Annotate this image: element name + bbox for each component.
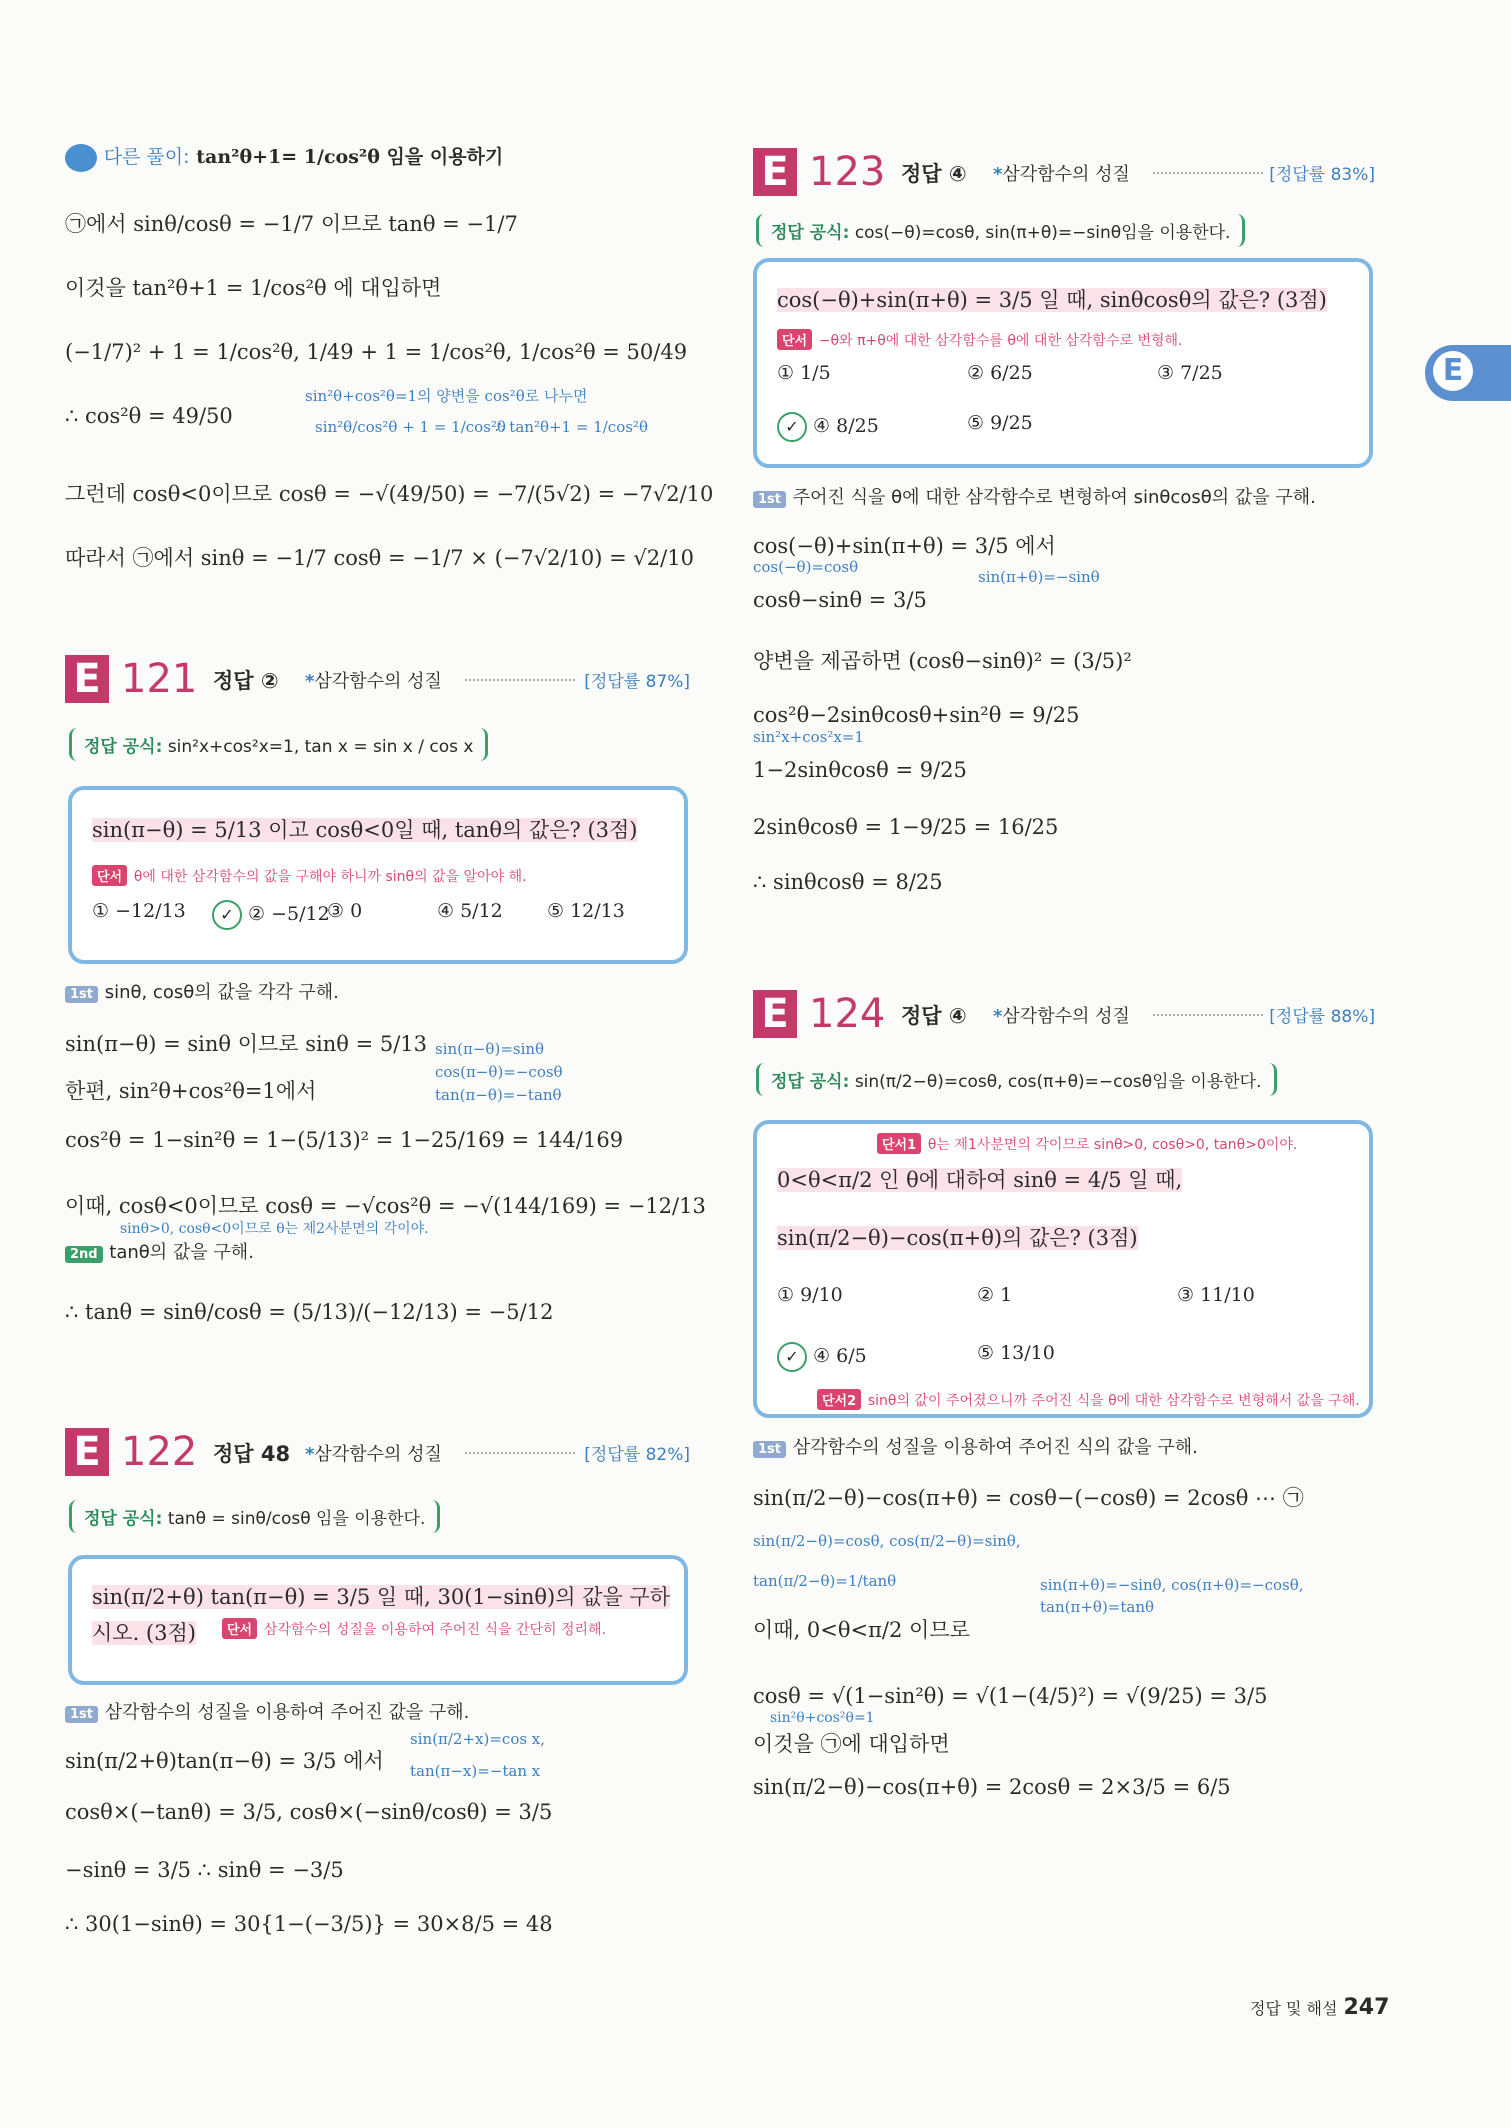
choice-3[interactable]: ③ 0: [327, 900, 363, 922]
problem-answer: 정답 ④: [901, 1004, 967, 1028]
sol121-note-1: sin(π−θ)=sinθ: [435, 1040, 545, 1058]
correct-rate: [정답률 82%]: [584, 1445, 690, 1465]
sol123-line-7: ∴ sinθcosθ = 8/25: [753, 870, 943, 894]
sol123-line-3: 양변을 제곱하면 (cosθ−sinθ)² = (3/5)²: [753, 649, 1132, 673]
problem-topic: *삼각함수의 성질: [993, 1006, 1130, 1027]
sol121-note-4: sinθ>0, cosθ<0이므로 θ는 제2사분면의 각이야.: [120, 1221, 429, 1237]
sol124-line-1: sin(π/2−θ)−cos(π+θ) = cosθ−(−cosθ) = 2cosθ ⋯ ㉠: [753, 1486, 1304, 1510]
alt-solution-header: [65, 142, 503, 172]
sol124-note-2: tan(π/2−θ)=1/tanθ: [753, 1572, 897, 1590]
section-e-badge: E: [753, 148, 797, 196]
sol124-line-5: sin(π/2−θ)−cos(π+θ) = 2cosθ = 2×3/5 = 6/5: [753, 1775, 1231, 1799]
page-number: 247: [1343, 1995, 1390, 2020]
sol123-note-3: sin²x+cos²x=1: [753, 728, 864, 746]
leader-dots: [1153, 1014, 1263, 1016]
choice-2[interactable]: ② 1: [977, 1284, 1013, 1306]
sol123-line-5: 1−2sinθcosθ = 9/25: [753, 758, 967, 782]
sol122-note-2: tan(π−x)=−tan x: [410, 1762, 541, 1780]
correct-rate: [정답률 83%]: [1269, 165, 1375, 185]
chapter-tab-label: E: [1433, 351, 1473, 391]
question-text: sin(π−θ) = 5/13 이고 cosθ<0일 때, tanθ의 값은? (3점): [92, 818, 638, 842]
question-text: sin(π/2+θ) tan(π−θ) = 3/5 일 때, 30(1−sinθ)의 값을 구하시오. (3점): [92, 1585, 670, 1645]
choice-1[interactable]: ① −12/13: [92, 900, 186, 922]
problem-answer: 정답 48: [213, 1442, 291, 1466]
problem-124-header: [753, 990, 1375, 1050]
question-text-1: 0<θ<π/2 인 θ에 대하여 sinθ = 4/5 일 때,: [777, 1168, 1183, 1192]
sol121-result: ∴ tanθ = sinθ/cosθ = (5/13)/(−12/13) = −5/12: [65, 1300, 554, 1324]
sol124-line-2: 이때, 0<θ<π/2 이므로: [753, 1618, 970, 1642]
step1-123: 1st 주어진 식을 θ에 대한 삼각함수로 변형하여 sinθcosθ의 값을 구해.: [753, 483, 1316, 509]
alt-line-6: 따라서 ㉠에서 sinθ = −1/7 cosθ = −1/7 × (−7√2/10) = √2/10: [65, 546, 694, 570]
leader-dots: [465, 679, 575, 681]
sol124-line-3: cosθ = √(1−sin²θ) = √(1−(4/5)²) = √(9/25) = 3/5: [753, 1684, 1268, 1708]
chosen-answer-icon: ✓: [777, 412, 807, 442]
problem-number: 124: [809, 991, 886, 1037]
question-box-123: [753, 258, 1373, 468]
alt-note-1: sin²θ+cos²θ=1의 양변을 cos²θ로 나누면: [305, 387, 588, 405]
alt-note-2: sin²θ/cos²θ + 1 = 1/cos²θ: [315, 418, 506, 436]
chapter-tab-e[interactable]: [1425, 345, 1511, 401]
sol123-line-1: cos(−θ)+sin(π+θ) = 3/5 에서: [753, 534, 1056, 558]
choice-5[interactable]: ⑤ 9/25: [967, 412, 1033, 434]
problem-121-header: [65, 655, 690, 715]
alt-note-3: ∴ tan²θ+1 = 1/cos²θ: [495, 418, 648, 436]
sol121-line-2: 한편, sin²θ+cos²θ=1에서: [65, 1079, 317, 1103]
formula-text: sin(π/2−θ)=cosθ, cos(π+θ)=−cosθ임을 이용한다.: [854, 1072, 1262, 1092]
problem-answer: 정답 ②: [213, 669, 279, 693]
question-text-2: sin(π/2−θ)−cos(π+θ)의 값은? (3점): [777, 1226, 1138, 1250]
question-hint-1: 단서1 θ는 제1사분면의 각이므로 sinθ>0, cosθ>0, tanθ>0이야.: [877, 1130, 1297, 1154]
leader-dots: [465, 1452, 575, 1454]
alt-line-5: 그런데 cosθ<0이므로 cosθ = −√(49/50) = −7/(5√2) = −7√2/10: [65, 482, 714, 506]
problem-topic: *삼각함수의 성질: [993, 164, 1130, 185]
choice-5[interactable]: ⑤ 12/13: [547, 900, 625, 922]
leader-dots: [1153, 172, 1263, 174]
section-e-badge: E: [65, 1428, 109, 1476]
choice-3[interactable]: ③ 7/25: [1157, 362, 1223, 384]
sol121-line-4: 이때, cosθ<0이므로 cosθ = −√cos²θ = −√(144/169) = −12/13: [65, 1194, 706, 1218]
sol124-line-4: 이것을 ㉠에 대입하면: [753, 1732, 950, 1756]
sol121-line-1: sin(π−θ) = sinθ 이므로 sinθ = 5/13: [65, 1032, 428, 1056]
choice-1[interactable]: ① 9/10: [777, 1284, 843, 1306]
step1-122: 1st 삼각함수의 성질을 이용하여 주어진 값을 구해.: [65, 1698, 469, 1724]
sol124-note-3: sin(π+θ)=−sinθ, cos(π+θ)=−cosθ,: [1040, 1576, 1304, 1594]
formula-124: [756, 1063, 1277, 1096]
sol122-line-2: cosθ×(−tanθ) = 3/5, cosθ×(−sinθ/cosθ) = 3/5: [65, 1800, 553, 1824]
choice-2[interactable]: ② 6/25: [967, 362, 1033, 384]
page-footer: [1250, 1995, 1389, 2020]
sol121-note-3: tan(π−θ)=−tanθ: [435, 1086, 562, 1104]
formula-123: [756, 214, 1245, 247]
question-box-124: [753, 1120, 1373, 1418]
choice-4[interactable]: ✓ ④ 8/25: [777, 412, 879, 442]
problem-number: 123: [809, 149, 886, 195]
sol124-note-1: sin(π/2−θ)=cosθ, cos(π/2−θ)=sinθ,: [753, 1532, 1021, 1550]
problem-topic: *삼각함수의 성질: [305, 1444, 442, 1465]
problem-number: 121: [121, 656, 198, 702]
sol122-line-1: sin(π/2+θ)tan(π−θ) = 3/5 에서: [65, 1749, 384, 1773]
sol123-line-4: cos²θ−2sinθcosθ+sin²θ = 9/25: [753, 703, 1080, 727]
sol122-note-1: sin(π/2+x)=cos x,: [410, 1730, 546, 1748]
choice-2[interactable]: ✓ ② −5/12: [212, 900, 330, 930]
chosen-answer-icon: ✓: [212, 900, 242, 930]
formula-text: tanθ = sinθ/cosθ 임을 이용한다.: [167, 1509, 426, 1529]
formula-label: 정답 공식:: [771, 1072, 850, 1092]
sol121-note-2: cos(π−θ)=−cosθ: [435, 1063, 563, 1081]
question-hint: 단서 −θ와 π+θ에 대한 삼각함수를 θ에 대한 삼각함수로 변형해.: [777, 326, 1182, 350]
question-hint: 단서 θ에 대한 삼각함수의 값을 구해야 하니까 sinθ의 값을 알아야 해.: [92, 862, 527, 886]
formula-label: 정답 공식:: [84, 737, 163, 757]
alt-line-2: 이것을 tan²θ+1 = 1/cos²θ 에 대입하면: [65, 276, 442, 300]
alt-line-1: ㉠에서 sinθ/cosθ = −1/7 이므로 tanθ = −1/7: [65, 212, 518, 236]
sol124-note-5: sin²θ+cos²θ=1: [770, 1710, 875, 1726]
sol124-note-4: tan(π+θ)=tanθ: [1040, 1598, 1155, 1616]
alt-solution-icon: [65, 144, 97, 172]
question-hint-2: 단서2 sinθ의 값이 주어졌으니까 주어진 식을 θ에 대한 삼각함수로 변형해서 값을 구해.: [817, 1386, 1360, 1410]
question-box-121: [68, 786, 688, 964]
alt-solution-label: 다른 풀이:: [103, 146, 190, 168]
formula-label: 정답 공식:: [771, 223, 850, 243]
alt-line-4: ∴ cos²θ = 49/50: [65, 404, 233, 428]
step1-121: 1st sinθ, cosθ의 값을 각각 구해.: [65, 978, 339, 1004]
choice-5[interactable]: ⑤ 13/10: [977, 1342, 1055, 1364]
choice-4[interactable]: ✓ ④ 6/5: [777, 1342, 867, 1372]
section-e-badge: E: [65, 655, 109, 703]
sol123-line-2: cosθ−sinθ = 3/5: [753, 588, 927, 612]
formula-label: 정답 공식:: [84, 1509, 163, 1529]
alt-line-3: (−1/7)² + 1 = 1/cos²θ, 1/49 + 1 = 1/cos²θ, 1/cos²θ = 50/49: [65, 340, 688, 364]
formula-text: sin²x+cos²x=1, tan x = sin x / cos x: [167, 737, 474, 757]
step1-124: 1st 삼각함수의 성질을 이용하여 주어진 식의 값을 구해.: [753, 1433, 1198, 1459]
formula-text: cos(−θ)=cosθ, sin(π+θ)=−sinθ임을 이용한다.: [854, 223, 1231, 243]
step2-121: 2nd tanθ의 값을 구해.: [65, 1238, 254, 1264]
problem-123-header: [753, 148, 1375, 208]
section-e-badge: E: [753, 990, 797, 1038]
chosen-answer-icon: ✓: [777, 1342, 807, 1372]
choice-4[interactable]: ④ 5/12: [437, 900, 503, 922]
sol123-note-2: sin(π+θ)=−sinθ: [978, 568, 1100, 586]
question-text: cos(−θ)+sin(π+θ) = 3/5 일 때, sinθcosθ의 값은? (3점): [777, 288, 1327, 312]
formula-122: [69, 1500, 440, 1533]
question-box-122: [68, 1555, 688, 1685]
alt-solution-title: tan²θ+1= 1/cos²θ 임을 이용하기: [196, 146, 504, 168]
choice-3[interactable]: ③ 11/10: [1177, 1284, 1255, 1306]
problem-answer: 정답 ④: [901, 162, 967, 186]
formula-121: [69, 728, 488, 761]
problem-number: 122: [121, 1429, 198, 1475]
problem-topic: *삼각함수의 성질: [305, 671, 442, 692]
problem-122-header: [65, 1428, 690, 1488]
correct-rate: [정답률 88%]: [1269, 1007, 1375, 1027]
sol123-note-1: cos(−θ)=cosθ: [753, 558, 859, 576]
choice-1[interactable]: ① 1/5: [777, 362, 831, 384]
correct-rate: [정답률 87%]: [584, 672, 690, 692]
sol122-line-3: −sinθ = 3/5 ∴ sinθ = −3/5: [65, 1858, 344, 1882]
sol123-line-6: 2sinθcosθ = 1−9/25 = 16/25: [753, 815, 1059, 839]
sol122-line-4: ∴ 30(1−sinθ) = 30{1−(−3/5)} = 30×8/5 = 48: [65, 1912, 553, 1936]
question-hint: 단서 삼각함수의 성질을 이용하여 주어진 식을 간단히 정리해.: [222, 1615, 606, 1639]
footer-label: 정답 및 해설: [1250, 1999, 1338, 2018]
sol121-line-3: cos²θ = 1−sin²θ = 1−(5/13)² = 1−25/169 = 144/169: [65, 1128, 624, 1152]
